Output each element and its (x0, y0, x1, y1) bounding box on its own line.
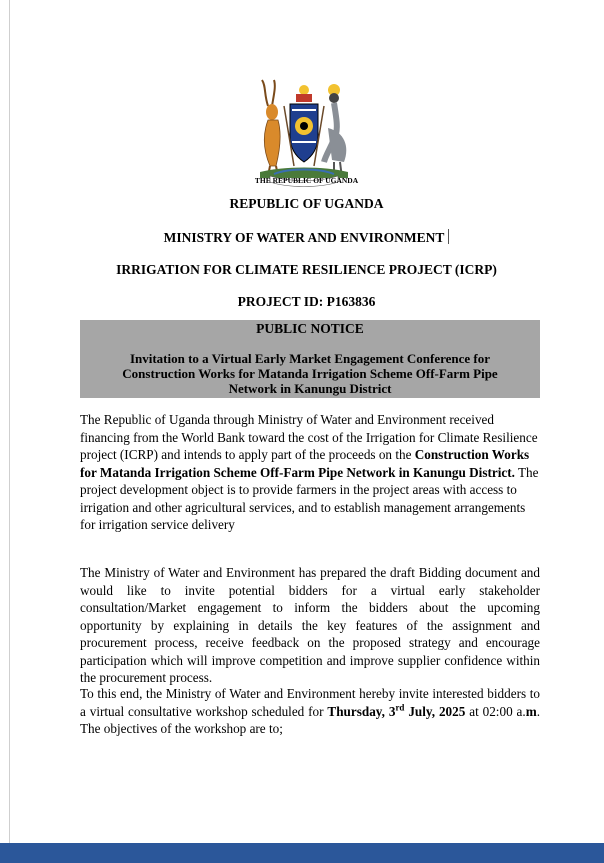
paragraph-3 (80, 685, 540, 738)
text-cursor (448, 229, 449, 244)
ministry-heading-text: MINISTRY OF WATER AND ENVIRONMENT (163, 230, 445, 245)
paragraph-1-text-a: The Republic of Uganda through Ministry of Water and Environment received financing from the World Bank toward the cost of the Irrigation for Climate Resilience project (ICRP) and intends to apply part of the proceeds on the (80, 412, 538, 462)
paragraph-3-text-a: To this end, the Ministry of Water and Environment hereby invite interested bidders to a virtual consultative workshop scheduled for (80, 686, 540, 719)
project-heading: IRRIGATION FOR CLIMATE RESILIENCE PROJECT (ICRP) (116, 262, 497, 277)
notice-title: PUBLIC NOTICE (256, 321, 364, 336)
paragraph-1 (80, 411, 540, 534)
paragraph-3-m: m (525, 703, 537, 719)
ministry-heading (9, 229, 604, 246)
public-notice-box (80, 320, 540, 398)
paragraph-3-date: July, 2025 (404, 703, 466, 719)
paragraph-3-day (327, 704, 465, 719)
coat-of-arms-emblem (254, 76, 354, 188)
paragraph-1-text-b: The project development object is to provide farmers in the project areas with access to irrigation and other agricultural services, and to establish management arrangements for irrigation service delivery (80, 464, 539, 532)
paragraph-3-text-b: at 02:00 a. (465, 703, 526, 719)
paragraph-3-day-text: Thursday, 3 (327, 703, 396, 719)
coat-of-arms (254, 76, 354, 188)
republic-heading: REPUBLIC OF UGANDA (229, 196, 384, 211)
crest-caption: THE REPUBLIC OF UGANDA (254, 176, 359, 185)
status-bar (0, 843, 604, 863)
paragraph-2: The Ministry of Water and Environment has prepared the draft Bidding document and would like to invite potential bidders for a virtual early stakeholder consultation/Market engagement to inform the bidders about the upcoming opportunity by explaining in details the key features of the assignment and procurement process, receive feedback on the proposed strategy and encourage participation which will improve competition and improve supplier confidence within the procurement process. (80, 565, 540, 685)
notice-subtitle: Invitation to a Virtual Early Market Engagement Conference for Construction Works for Matanda Irrigation Scheme Off-Farm Pipe Network in Kanungu District (122, 351, 498, 396)
project-id: PROJECT ID: P163836 (237, 294, 376, 309)
paragraph-3-day-suffix: rd (395, 702, 405, 713)
paragraph-3-text-c: . The objectives of the workshop are to; (80, 703, 540, 736)
paragraph-1-bold: Construction Works for Matanda Irrigation Scheme Off-Farm Pipe Network in Kanungu District. (80, 447, 530, 480)
